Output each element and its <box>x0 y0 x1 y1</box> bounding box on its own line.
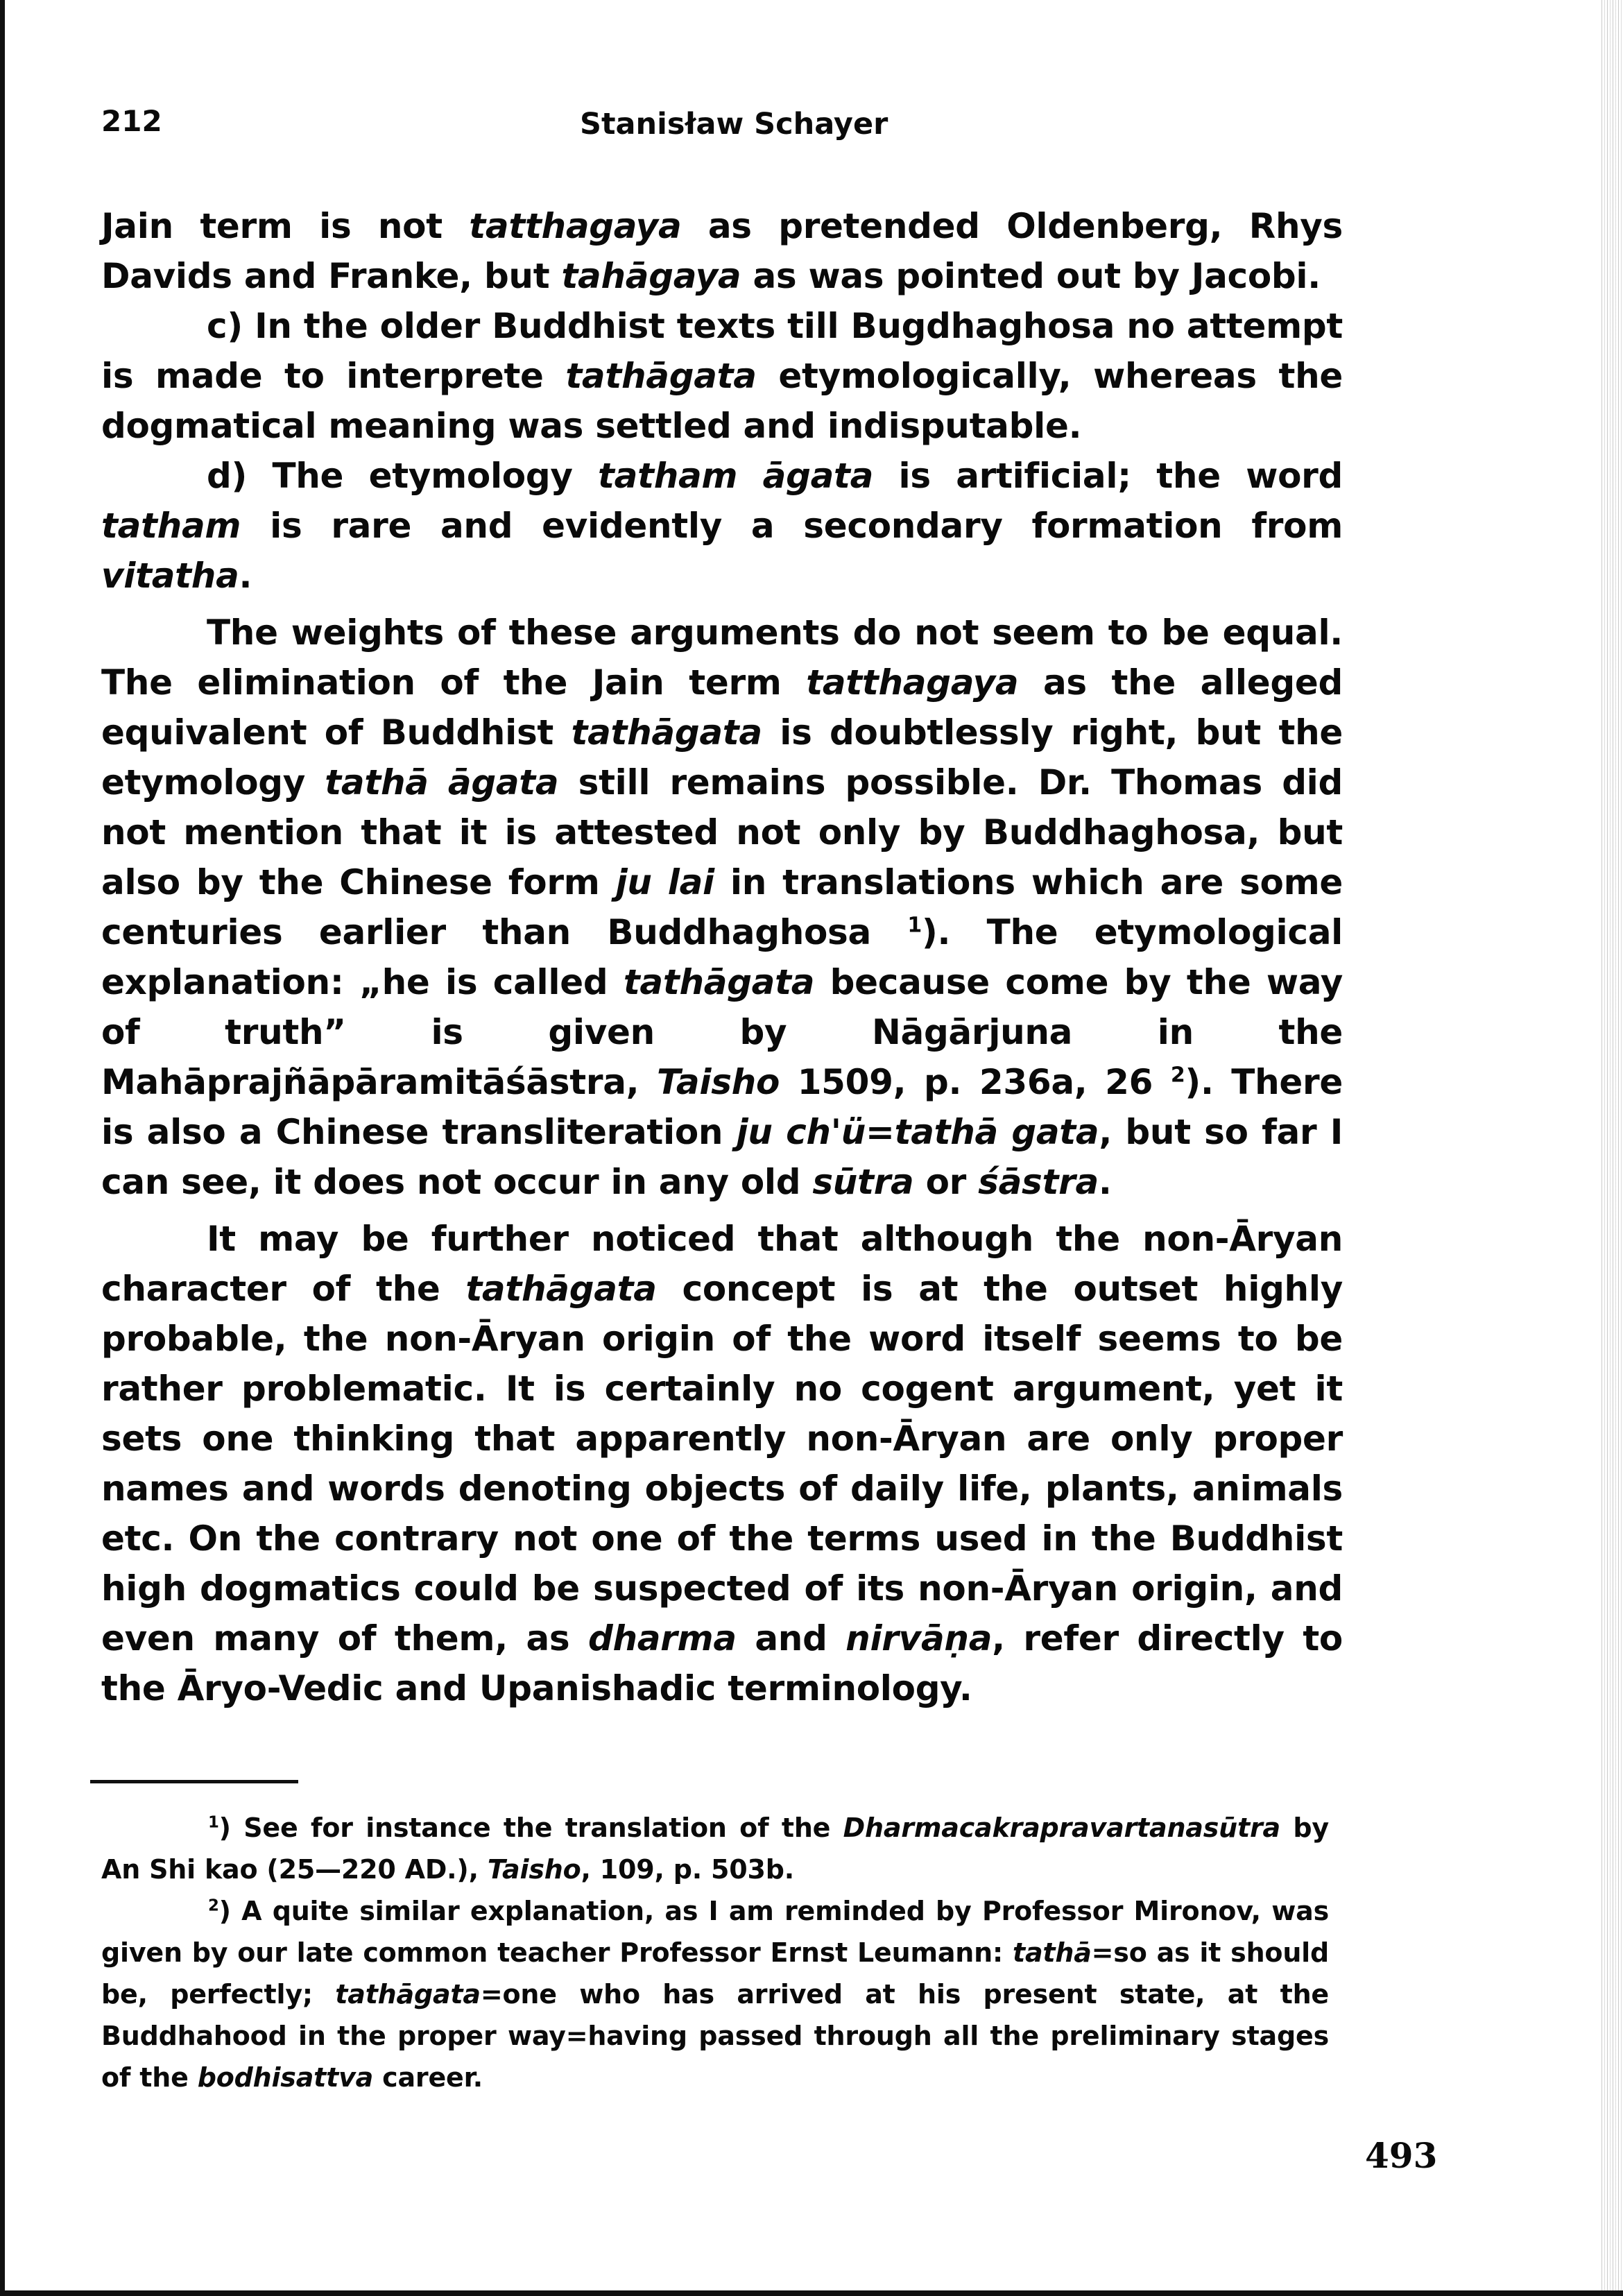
paragraph-3: d) The etymology tatham āgata is artificial; the word tatham is rare and evidently a secondary formation from vitatha. <box>101 456 1343 596</box>
footnote-ref-2: 2 <box>1170 1063 1185 1088</box>
footnote-1: $^1$) See for instance the translation of the Dharmacakrapravartanasūtra by An Shi kao (25—220 AD.), Taisho, 109, p. 503b. <box>101 1813 1329 1885</box>
main-text <box>101 201 1343 1713</box>
scan-bottom-border <box>0 2290 1623 2296</box>
running-head: Stanisław Schayer <box>580 107 888 142</box>
page-number-bottom: 493 <box>1365 2135 1438 2176</box>
paragraph-4: The weights of these arguments do not seem to be equal. The elimination of the Jain term tatthagaya as the alleged equivalent of Buddhist tathāgata is doubtlessly right, but the etymology tathā āgata still remains possible. Dr. Thomas did not mention that it is attested not only by Buddhaghosa, but also by the Chinese form ju lai in translations which are some centuries earlier than Buddhaghosa $^1$). The etymological explanation: „he is called tathāgata because come by the way of truth” is given by Nāgārjuna in the Mahāprajñāpāramitāśāstra, Taisho 1509, p. 236a, 26 $^2$). There is also a Chinese transliteration ju ch'ü=tathā gata, but so far I can see, it does not occur in any old sūtra or śāstra. <box>101 612 1343 1202</box>
page-number-top: 212 <box>101 104 162 138</box>
scan-left-border <box>0 0 5 2296</box>
paragraph-5: It may be further noticed that although the non-Āryan character of the tathāgata concept is at the outset highly probable, the non-Āryan origin of the word itself seems to be rather problematic. It is certainly no cogent argument, yet it sets one thinking that apparently non-Āryan are only proper names and words denoting objects of daily life, plants, animals etc. On the contrary not one of the terms used in the Buddhist high dogmatics could be suspected of its non-Āryan origin, and even many of them, as dharma and nirvāṇa, refer directly to the Āryo-Vedic and Upanishadic terminology. <box>101 1219 1343 1708</box>
scan-right-margin <box>1599 0 1623 2296</box>
paragraph-1: Jain term is not tatthagaya as pretended Oldenberg, Rhys Davids and Franke, but tahāgaya as was pointed out by Jacobi. <box>101 206 1343 296</box>
paragraph-2: c) In the older Buddhist texts till Bugdhaghosa no attempt is made to interprete tathāgata etymologically, whereas the dogmatical meaning was settled and indisputable. <box>101 306 1343 446</box>
page-header <box>101 104 1343 160</box>
footnotes <box>101 1807 1329 2098</box>
footnote-2: $^2$) A quite similar explanation, as I am reminded by Professor Mironov, was given by our late common teacher Professor Ernst Leumann: tathā=so as it should be, perfectly; tathāgata=one who has arrived at his present state, at the Buddhahood in the proper way=having passed through all the preliminary stages of the bodhisattva career. <box>101 1896 1330 2093</box>
footnote-ref-1: 1 <box>907 913 922 938</box>
footnote-divider <box>90 1780 298 1783</box>
